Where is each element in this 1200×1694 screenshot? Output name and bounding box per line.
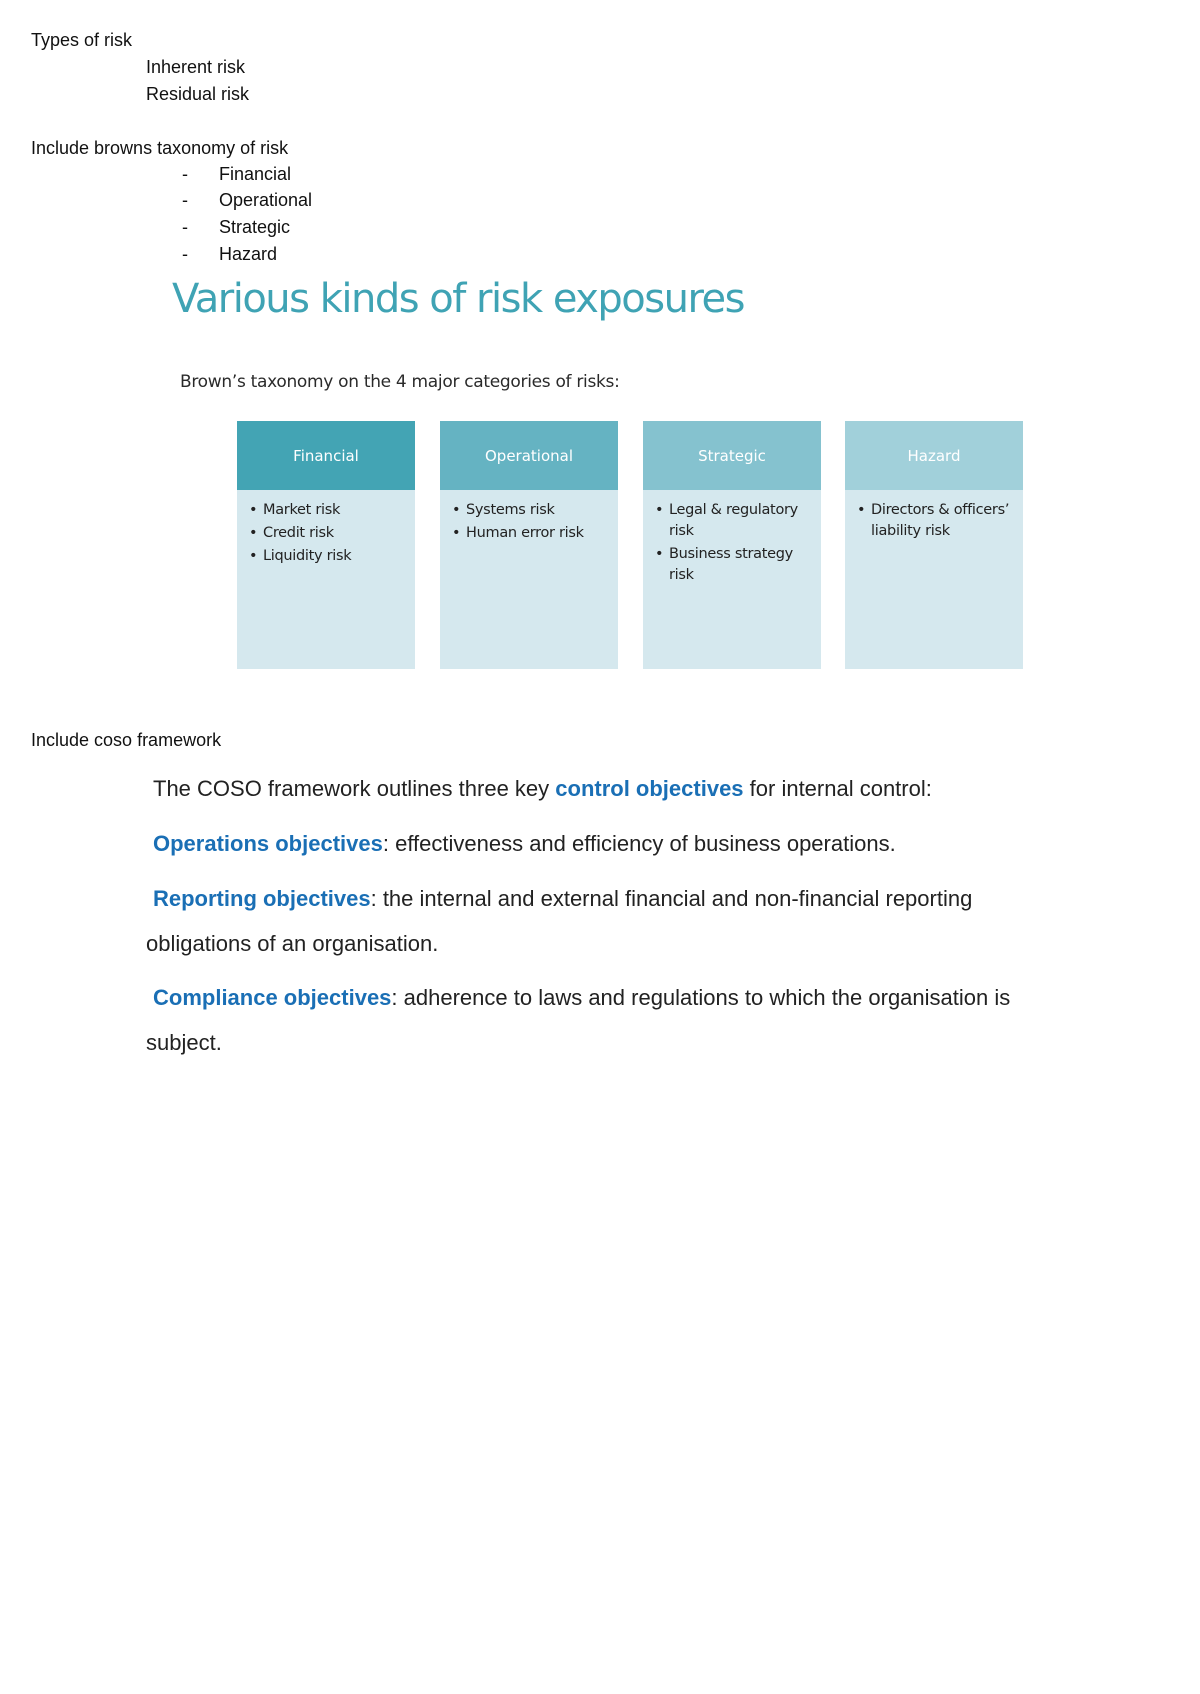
dash-bullet: - (182, 244, 188, 264)
browns-heading: Include browns taxonomy of risk (31, 138, 289, 158)
taxonomy-column-operational (440, 421, 618, 669)
dash-bullet: - (182, 164, 188, 184)
list-item: • Legal & regulatory risk (655, 500, 815, 542)
column-header: Financial (237, 421, 415, 490)
column-list (440, 490, 618, 544)
coso-compliance-cont: subject. (146, 1030, 222, 1055)
list-item: • Market risk (249, 500, 409, 521)
browns-item-hazard: Hazard (219, 244, 278, 264)
dash-bullet: - (182, 217, 188, 237)
coso-compliance (153, 985, 1010, 1011)
coso-description: : adherence to laws and regulations to which the organisation is (391, 985, 1011, 1010)
type-item-residual: Residual risk (146, 84, 250, 104)
list-item: • Liquidity risk (249, 546, 409, 567)
coso-keyword: Operations objectives (153, 831, 383, 856)
browns-item-financial: Financial (219, 164, 292, 184)
coso-intro-text: for internal control: (743, 776, 932, 801)
browns-item-strategic: Strategic (219, 217, 291, 237)
coso-description: : the internal and external financial and non-financial reporting (370, 886, 973, 911)
coso-intro (153, 776, 932, 802)
coso-reporting (153, 886, 972, 912)
coso-intro-text: The COSO framework outlines three key (153, 776, 556, 801)
column-header: Strategic (643, 421, 821, 490)
coso-operations (153, 831, 896, 857)
column-header: Hazard (845, 421, 1023, 490)
column-list (237, 490, 415, 567)
list-item: • Credit risk (249, 523, 409, 544)
coso-heading: Include coso framework (31, 730, 222, 750)
list-item: • Systems risk (452, 500, 612, 521)
list-item: • Human error risk (452, 523, 612, 544)
slide-title: Various kinds of risk exposures (172, 276, 744, 322)
coso-keyword: Reporting objectives (153, 886, 371, 911)
type-item-inherent: Inherent risk (146, 57, 246, 77)
coso-description: : effectiveness and efficiency of business operations. (382, 831, 896, 856)
coso-keyword: Compliance objectives (153, 985, 392, 1010)
coso-reporting-cont: obligations of an organisation. (146, 931, 439, 956)
column-header: Operational (440, 421, 618, 490)
dash-bullet: - (182, 190, 188, 210)
column-list (643, 490, 821, 586)
taxonomy-column-strategic (643, 421, 821, 669)
list-item: • Business strategy risk (655, 544, 815, 586)
list-item: • Directors & officers’ liability risk (857, 500, 1017, 542)
slide-subtitle: Brown’s taxonomy on the 4 major categories of risks: (180, 372, 620, 392)
column-list (845, 490, 1023, 542)
browns-item-operational: Operational (219, 190, 313, 210)
coso-keyword: control objectives (555, 776, 744, 801)
types-heading: Types of risk (31, 30, 133, 50)
taxonomy-column-financial (237, 421, 415, 669)
taxonomy-column-hazard (845, 421, 1023, 669)
